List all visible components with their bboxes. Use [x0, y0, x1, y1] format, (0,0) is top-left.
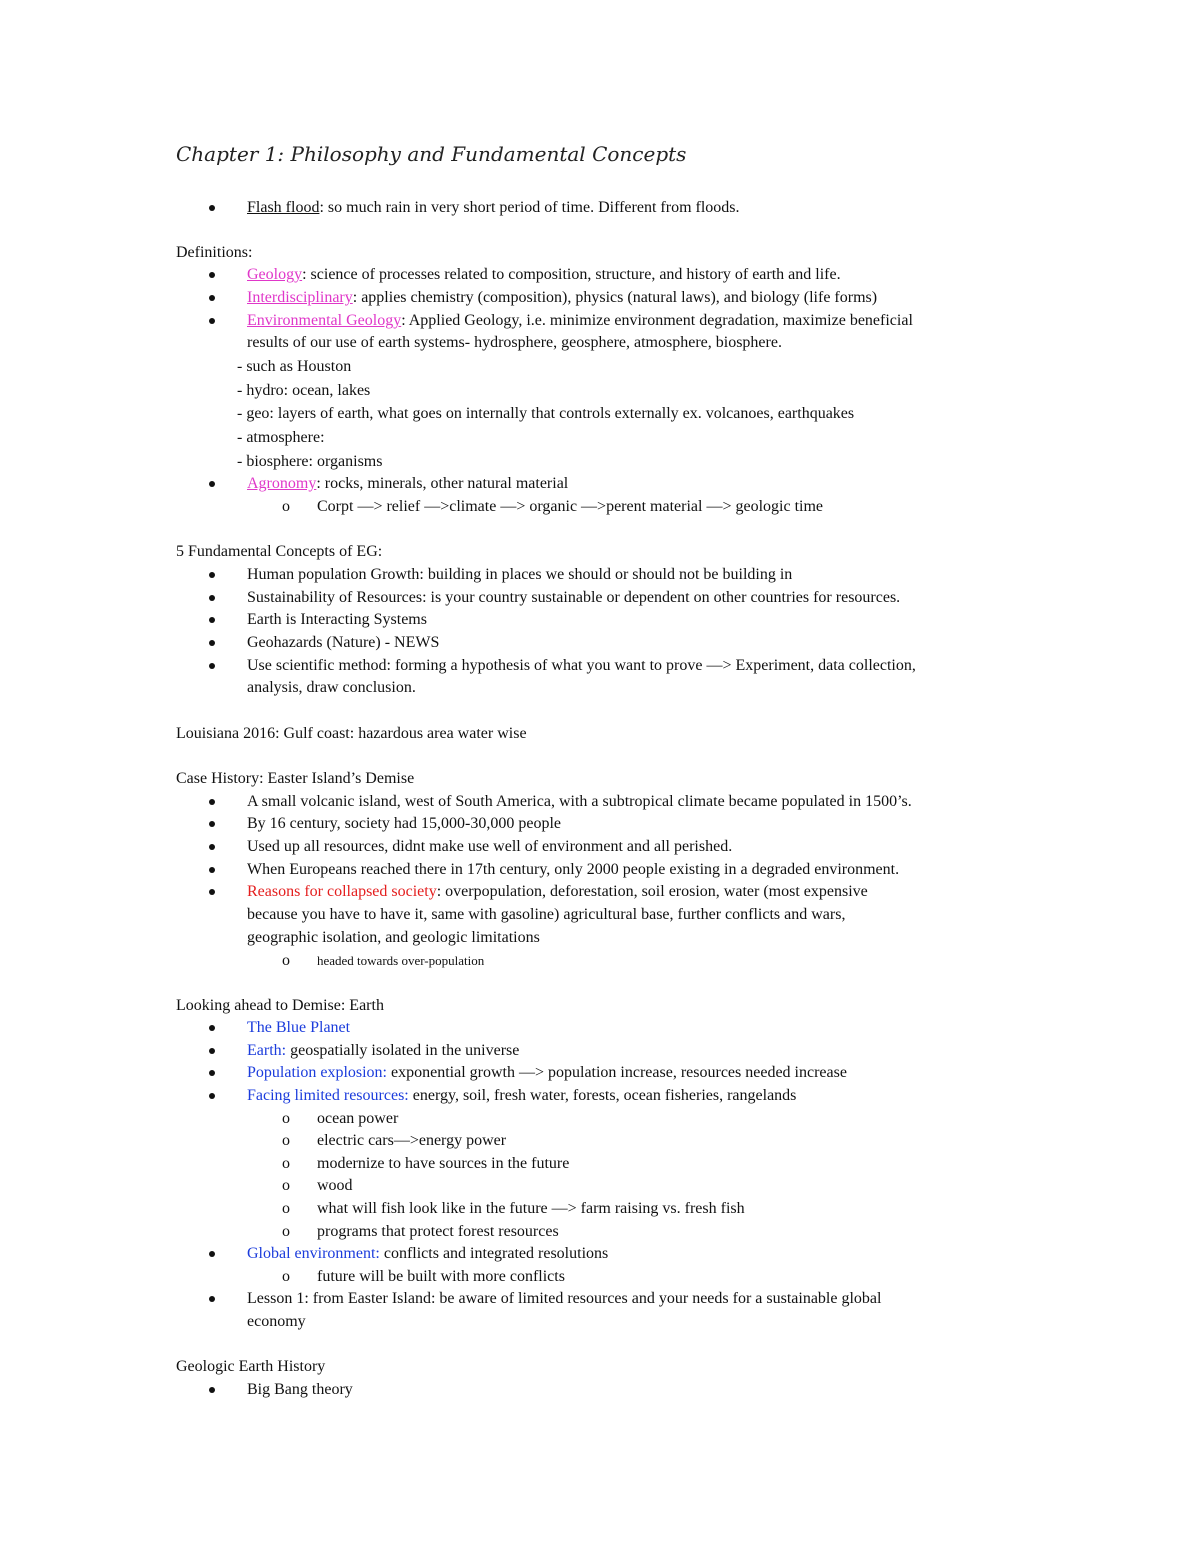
agronomy-text: : rocks, minerals, other natural material	[316, 475, 569, 492]
reasons-sub-item: headed towards over-population	[317, 953, 485, 968]
definitions-heading: Definitions:	[176, 244, 253, 261]
fundamentals-item: Human population Growth: building in places we should or should not be building in	[247, 566, 793, 583]
geologic-history-item: Big Bang theory	[247, 1381, 353, 1398]
agronomy-term: Agronomy	[247, 475, 317, 492]
bullet-icon	[207, 859, 219, 881]
bullet-icon	[207, 1085, 219, 1107]
bullet-icon	[207, 1040, 219, 1062]
fundamentals-item: Sustainability of Resources: is your country sustainable or dependent on other countries for resources.	[247, 589, 901, 606]
limited-resources-text: energy, soil, fresh water, forests, ocean fisheries, rangelands	[408, 1087, 797, 1104]
bullet-icon	[207, 1243, 219, 1265]
sub-bullet-icon: o	[282, 1132, 290, 1149]
earth-text: geospatially isolated in the universe	[286, 1042, 520, 1059]
earth-term: Earth:	[247, 1042, 287, 1059]
lesson-item: Lesson 1: from Easter Island: be aware of limited resources and your needs for a sustainable global	[247, 1290, 882, 1307]
reasons-term: Reasons for collapsed society	[247, 883, 437, 900]
bullet-icon	[207, 197, 219, 219]
easter-island-item: Used up all resources, didnt make use well of environment and all perished.	[247, 838, 733, 855]
reasons-text: : overpopulation, deforestation, soil erosion, water (most expensive	[436, 883, 868, 900]
bullet-icon	[207, 587, 219, 609]
geology-text: : science of processes related to composition, structure, and history of earth and life.	[302, 266, 841, 283]
global-environment-text: conflicts and integrated resolutions	[379, 1245, 609, 1262]
interdisciplinary-text: : applies chemistry (composition), physics (natural laws), and biology (life forms)	[352, 289, 878, 306]
fundamentals-heading: 5 Fundamental Concepts of EG:	[176, 543, 383, 560]
blue-planet-item: The Blue Planet	[247, 1019, 351, 1036]
reasons-line	[247, 881, 868, 903]
sub-bullet-icon: o	[282, 952, 290, 969]
interdisciplinary-line	[247, 287, 877, 309]
bullet-icon	[207, 473, 219, 495]
fundamentals-item: Geohazards (Nature) - NEWS	[247, 634, 440, 651]
limited-resources-line	[247, 1085, 796, 1107]
bullet-icon	[207, 287, 219, 309]
limited-resources-term: Facing limited resources:	[247, 1087, 409, 1104]
bullet-icon	[207, 813, 219, 835]
flash-flood-line	[247, 197, 740, 219]
fundamentals-item-continuation: analysis, draw conclusion.	[247, 679, 416, 696]
reasons-continuation: geographic isolation, and geologic limitations	[247, 929, 540, 946]
limited-sub-item: electric cars—>energy power	[317, 1132, 507, 1149]
global-sub-item: future will be built with more conflicts	[317, 1268, 565, 1285]
limited-sub-item: programs that protect forest resources	[317, 1223, 559, 1240]
easter-island-item: When Europeans reached there in 17th century, only 2000 people existing in a degraded environment.	[247, 861, 900, 878]
lesson-continuation: economy	[247, 1313, 306, 1330]
flash-flood-term: Flash flood	[247, 199, 320, 216]
flash-flood-text: : so much rain in very short period of time. Different from floods.	[319, 199, 740, 216]
fundamentals-item: Use scientific method: forming a hypothesis of what you want to prove —> Experiment, data collection,	[247, 657, 916, 674]
bullet-icon	[207, 836, 219, 858]
geology-line	[247, 264, 841, 286]
env-geology-text: : Applied Geology, i.e. minimize environment degradation, maximize beneficial	[401, 312, 913, 329]
looking-ahead-heading: Looking ahead to Demise: Earth	[176, 997, 384, 1014]
bullet-icon	[207, 655, 219, 677]
bullet-icon	[207, 1062, 219, 1084]
dash-item: - hydro: ocean, lakes	[237, 382, 371, 399]
bullet-icon	[207, 1017, 219, 1039]
reasons-continuation: because you have to have it, same with gasoline) agricultural base, further conflicts and wars,	[247, 906, 846, 923]
dash-item: - atmosphere:	[237, 429, 325, 446]
sub-bullet-icon: o	[282, 1177, 290, 1194]
interdisciplinary-term: Interdisciplinary	[247, 289, 353, 306]
easter-island-item: By 16 century, society had 15,000-30,000 people	[247, 815, 562, 832]
easter-island-heading: Case History: Easter Island’s Demise	[176, 770, 415, 787]
page-title: Chapter 1: Philosophy and Fundamental Concepts	[176, 142, 687, 166]
bullet-icon	[207, 632, 219, 654]
population-line	[247, 1062, 847, 1084]
global-environment-term: Global environment:	[247, 1245, 380, 1262]
geologic-history-heading: Geologic Earth History	[176, 1358, 326, 1375]
sub-bullet-icon: o	[282, 1110, 290, 1127]
geology-term: Geology	[247, 266, 303, 283]
earth-line	[247, 1040, 519, 1062]
dash-item: - such as Houston	[237, 358, 352, 375]
population-term: Population explosion:	[247, 1064, 387, 1081]
bullet-icon	[207, 881, 219, 903]
bullet-icon	[207, 264, 219, 286]
easter-island-item: A small volcanic island, west of South America, with a subtropical climate became populated in 1500’s.	[247, 793, 912, 810]
agronomy-sub-item: Corpt —> relief —>climate —> organic —>perent material —> geologic time	[317, 498, 824, 515]
sub-bullet-icon: o	[282, 1223, 290, 1240]
bullet-icon	[207, 1379, 219, 1401]
bullet-icon	[207, 310, 219, 332]
dash-item: - biosphere: organisms	[237, 453, 383, 470]
louisiana-note: Louisiana 2016: Gulf coast: hazardous area water wise	[176, 725, 527, 742]
population-text: exponential growth —> population increase, resources needed increase	[387, 1064, 847, 1081]
agronomy-line	[247, 473, 568, 495]
env-geology-term: Environmental Geology	[247, 312, 402, 329]
dash-item: - geo: layers of earth, what goes on internally that controls externally ex. volcanoes, earthquakes	[237, 405, 855, 422]
sub-bullet-icon: o	[282, 1268, 290, 1285]
bullet-icon	[207, 609, 219, 631]
bullet-icon	[207, 564, 219, 586]
limited-sub-item: wood	[317, 1177, 353, 1194]
global-environment-line	[247, 1243, 608, 1265]
bullet-icon	[207, 791, 219, 813]
limited-sub-item: what will fish look like in the future —> farm raising vs. fresh fish	[317, 1200, 745, 1217]
sub-bullet-icon: o	[282, 498, 290, 515]
sub-bullet-icon: o	[282, 1155, 290, 1172]
limited-sub-item: modernize to have sources in the future	[317, 1155, 570, 1172]
sub-bullet-icon: o	[282, 1200, 290, 1217]
fundamentals-item: Earth is Interacting Systems	[247, 611, 427, 628]
env-geology-continuation: results of our use of earth systems- hydrosphere, geosphere, atmosphere, biosphere.	[247, 334, 782, 351]
limited-sub-item: ocean power	[317, 1110, 399, 1127]
bullet-icon	[207, 1288, 219, 1310]
env-geology-line	[247, 310, 913, 332]
